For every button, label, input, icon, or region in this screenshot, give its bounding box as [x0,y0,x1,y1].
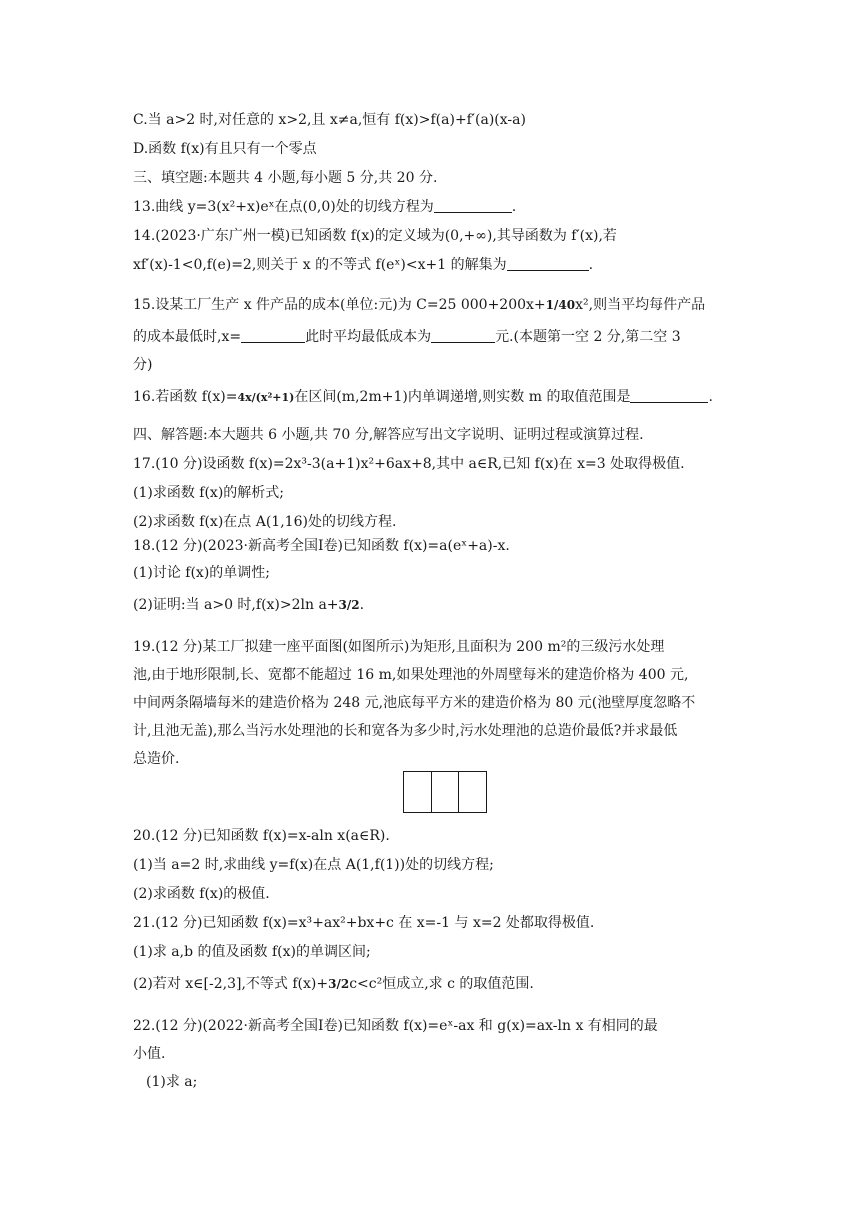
question-18-part-2-text: (2)证明:当 a>0 时,f(x)>2ln a+ [133,597,339,613]
fraction: 4x/(x²+1) [237,391,295,404]
question-18-part-1: (1)讨论 f(x)的单调性; [133,565,270,581]
question-15-line-1 [133,295,753,315]
question-14-line-1: 14.(2023·广东广州一模)已知函数 f(x)的定义域为(0,+∞),其导函数为 f′(x),若 [133,228,617,244]
fraction: 1/40 [545,298,576,312]
treatment-pool-figure [403,771,487,813]
question-20-part-2: (2)求函数 f(x)的极值. [133,886,270,902]
question-21-part-2 [133,974,753,994]
question-18-part-2 [133,595,753,615]
question-20: 20.(12 分)已知函数 f(x)=x-aln x(a∈R). [133,828,390,844]
question-16-text-cont: 在区间(m,2m+1)内单调递增,则实数 m 的取值范围是 [294,389,631,405]
question-22-line-1: 22.(12 分)(2022·新高考全国Ⅰ卷)已知函数 f(x)=eˣ-ax 和 g(x)=ax-ln x 有相同的最 [133,1018,658,1034]
option-d: D.函数 f(x)有且只有一个零点 [133,141,317,157]
answer-blank [434,198,512,213]
question-17-part-2: (2)求函数 f(x)在点 A(1,16)处的切线方程. [133,514,397,530]
question-15-text-4: 元.(本题第一空 2 分,第二空 3 [495,329,681,345]
question-13-end: . [511,199,517,215]
question-22-line-2: 小值. [133,1046,166,1062]
question-22-part-1: (1)求 a; [146,1074,198,1090]
question-16-text: 16.若函数 f(x)= [133,389,238,405]
question-18: 18.(12 分)(2023·新高考全国Ⅰ卷)已知函数 f(x)=a(eˣ+a)-x. [133,538,510,554]
question-21: 21.(12 分)已知函数 f(x)=x³+ax²+bx+c 在 x=-1 与 x=2 处都取得极值. [133,915,595,931]
question-19-line-2: 池,由于地形限制,长、宽都不能超过 16 m,如果处理池的外周壁每米的建造价格为 400 元, [133,667,689,683]
question-17: 17.(10 分)设函数 f(x)=2x³-3(a+1)x²+6ax+8,其中 a∈R,已知 f(x)在 x=3 处取得极值. [133,456,685,472]
question-16-end: . [708,389,713,405]
question-19-line-4: 计,且池无盖),那么当污水处理池的长和宽各为多少时,污水处理池的总造价最低?并求最低 [133,723,678,739]
fraction: 3/2 [338,598,360,612]
question-20-part-1: (1)当 a=2 时,求曲线 y=f(x)在点 A(1,f(1))处的切线方程; [133,857,494,873]
question-17-part-1: (1)求函数 f(x)的解析式; [133,485,284,501]
question-15-text-2: 的成本最低时,x= [133,329,242,345]
partition-wall [458,772,459,812]
question-15-text-cont: x²,则当平均每件产品 [575,297,706,313]
answer-blank [630,388,708,403]
question-13 [133,197,753,217]
section-four-heading: 四、解答题:本大题共 6 小题,共 70 分,解答应写出文字说明、证明过程或演算过程. [133,427,644,443]
question-14-text: xf′(x)-1<0,f(e)=2,则关于 x 的不等式 f(eˣ)<x+1 的解集为 [133,257,507,273]
question-14-line-2 [133,255,753,275]
question-15-text: 15.设某工厂生产 x 件产品的成本(单位:元)为 C=25 000+200x+ [133,297,546,313]
question-19-line-3: 中间两条隔墙每米的建造价格为 248 元,池底每平方米的建造价格为 80 元(池壁厚度忽略不 [133,695,696,711]
partition-wall [431,772,432,812]
question-21-part-2-text: (2)若对 x∈[-2,3],不等式 f(x)+ [133,976,329,992]
question-14-end: . [588,257,594,273]
answer-blank [431,328,495,343]
question-19-line-5: 总造价. [133,751,180,767]
option-c: C.当 a>2 时,对任意的 x>2,且 x≠a,恒有 f(x)>f(a)+f′(a)(x-a) [133,112,526,128]
question-13-text: 13.曲线 y=3(x²+x)eˣ在点(0,0)处的切线方程为 [133,199,434,215]
question-21-part-2-end: c<c²恒成立,求 c 的取值范围. [349,976,534,992]
question-15-line-3: 分) [133,357,153,373]
answer-blank [241,328,305,343]
section-three-heading: 三、填空题:本题共 4 小题,每小题 5 分,共 20 分. [133,170,438,186]
question-15-text-3: 此时平均最低成本为 [305,329,432,345]
question-15-line-2 [133,327,753,347]
question-19-line-1: 19.(12 分)某工厂拟建一座平面图(如图所示)为矩形,且面积为 200 m²的三级污水处理 [133,639,665,655]
fraction: 3/2 [328,977,350,991]
question-16 [133,387,753,408]
question-18-part-2-end: . [359,597,365,613]
answer-blank [507,256,589,271]
question-21-part-1: (1)求 a,b 的值及函数 f(x)的单调区间; [133,944,371,960]
